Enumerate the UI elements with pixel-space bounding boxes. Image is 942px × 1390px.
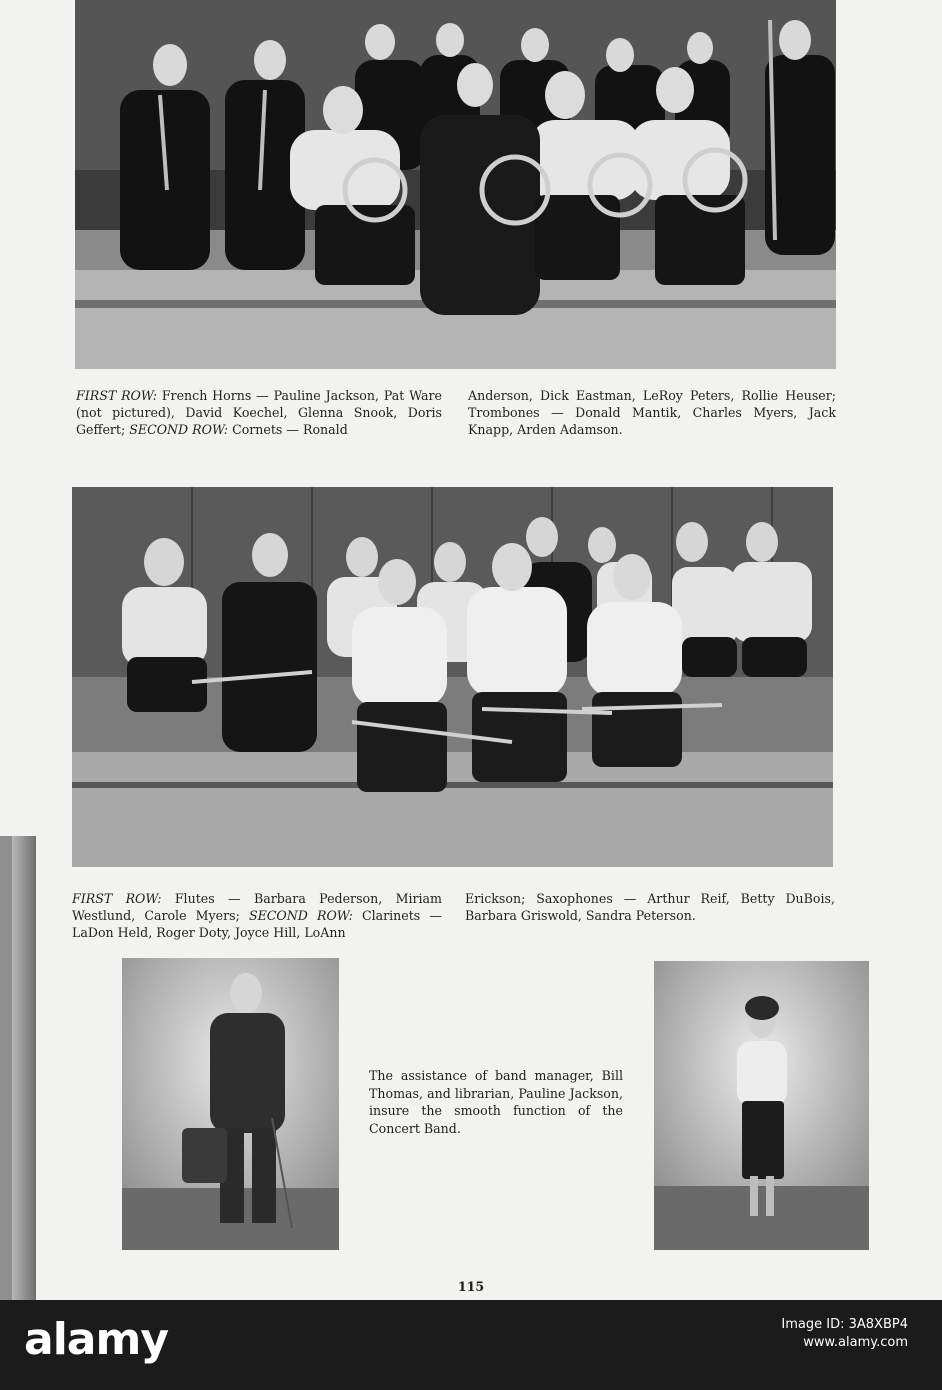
site-url: www.alamy.com — [803, 1335, 908, 1350]
image-id-label: Image ID: 3A8XBP4 — [781, 1317, 908, 1332]
woodwind-section-photo — [72, 487, 833, 867]
edge-photo-fragment — [0, 836, 36, 1300]
woodwind-caption-left — [72, 890, 442, 941]
caption-label-first-row: FIRST ROW: — [72, 891, 162, 906]
brass-section-photo — [75, 0, 836, 369]
caption-label-second-row: SECOND ROW: — [129, 422, 229, 437]
band-manager-photo — [122, 958, 339, 1250]
brass-caption-left — [76, 387, 442, 438]
footer-info — [781, 1316, 908, 1352]
caption-label-second-row: SECOND ROW: — [248, 908, 353, 923]
librarian-photo — [654, 961, 869, 1250]
brass-caption-right: Anderson, Dick Eastman, LeRoy Peters, Rollie Heuser; Trombones — Donald Mantik, Charles Myers, Jack Knapp, Arden Adamson. — [468, 388, 836, 437]
caption-text: Flutes — Barbara Pederson, Miriam Westlund, Carole Myers; — [72, 891, 442, 923]
brand-logo: alamy — [24, 1314, 168, 1365]
caption-label-first-row: FIRST ROW: — [76, 388, 157, 403]
page-number: 115 — [457, 1279, 485, 1294]
caption-text: French Horns — Pauline Jackson, Pat Ware (not pictured), David Koechel, Glenna Snook, Doris Geffert; — [76, 388, 442, 437]
band-staff-caption: The assistance of band manager, Bill Thomas, and librarian, Pauline Jackson, insure the smooth function of the Concert Band. — [369, 1068, 623, 1136]
woodwind-caption-right: Erickson; Saxophones — Arthur Reif, Betty DuBois, Barbara Griswold, Sandra Peterson. — [465, 891, 835, 923]
caption-text: Cornets — Ronald — [228, 422, 348, 437]
caption-text: Clarinets — LaDon Held, Roger Doty, Joyce Hill, LoAnn — [72, 908, 442, 940]
